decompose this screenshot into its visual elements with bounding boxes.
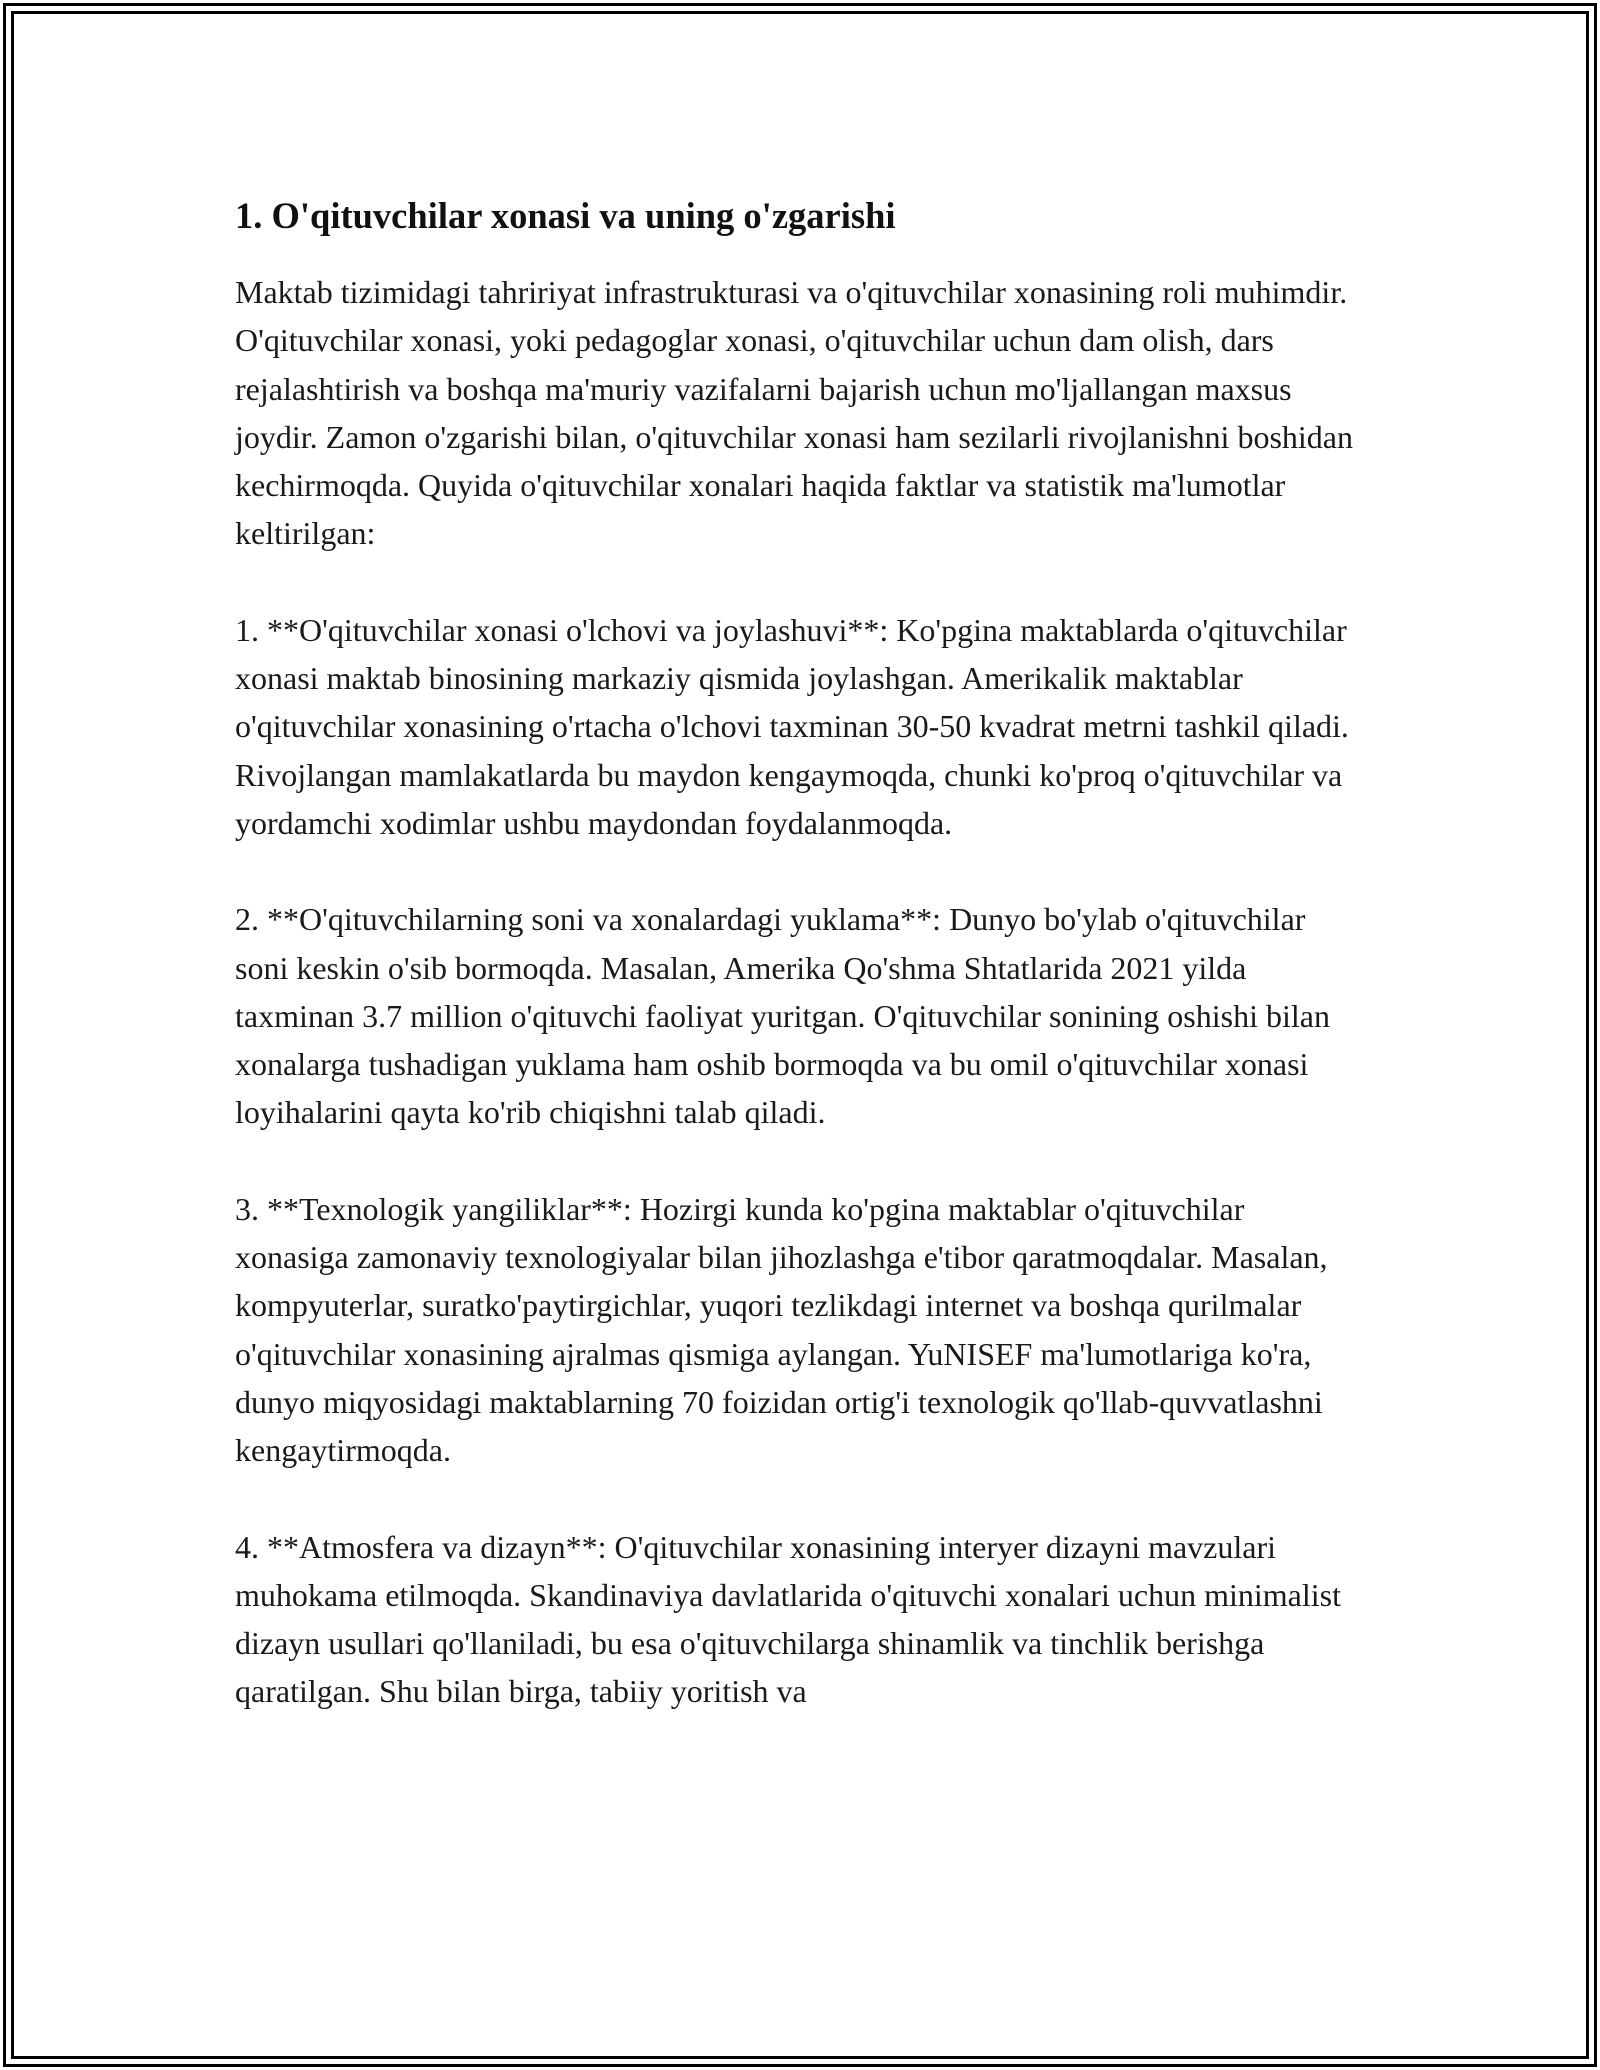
paragraph-teacher-count: 2. **O'qituvchilarning soni va xonalardagi yuklama**: Dunyo bo'ylab o'qituvchilar soni keskin o'sib bormoqda. Masalan, Amerika Qo'shma Shtatlarida 2021 yilda taxminan 3.7 million o'qituvchi faoliyat yuritgan. O'qituvchilar sonining oshishi bilan xonalarga tushadigan yuklama ham oshib bormoqda va bu omil o'qituvchilar xonasi loyihalarini qayta ko'rib chiqishni talab qiladi.: [235, 901, 1330, 1131]
section-heading: 1. O'qituvchilar xonasi va uning o'zgarishi: [235, 195, 896, 236]
paragraph-atmosphere-design: 4. **Atmosfera va dizayn**: O'qituvchilar xonasining interyer dizayni mavzulari muhokama etilmoqda. Skandinaviya davlatlarida o'qituvchi xonalari uchun minimalist dizayn usullari qo'llaniladi, bu esa o'qituvchilarga shinamlik va tinchlik berishga qaratilgan. Shu bilan birga, tabiiy yoritish va: [235, 1528, 1341, 1710]
intro-paragraph: Maktab tizimidagi tahririyat infrastrukturasi va o'qituvchilar xonasining roli muhimdir. O'qituvchilar xonasi, yoki pedagoglar xonasi, o'qituvchilar uchun dam olish, dars rejalashtirish va boshqa ma'muriy vazifalarni bajarish uchun mo'ljallangan maxsus joydir. Zamon o'zgarishi bilan, o'qituvchilar xonasi ham sezilarli rivojlanishni boshidan kechirmoqda. Quyida o'qituvchilar xonalari haqida faktlar va statistik ma'lumotlar keltirilgan:: [235, 274, 1353, 552]
paragraph-technology: 3. **Texnologik yangiliklar**: Hozirgi kunda ko'pgina maktablar o'qituvchilar xonasiga zamonaviy texnologiyalar bilan jihozlashga e'tibor qaratmoqdalar. Masalan, kompyuterlar, suratko'paytirgichlar, yuqori tezlikdagi internet va boshqa qurilmalar o'qituvchilar xonasining ajralmas qismiga aylangan. YuNISEF ma'lumotlariga ko'ra, dunyo miqyosidagi maktablarning 70 foizidan ortig'i texnologik qo'llab-quvvatlashni kengaytirmoqda.: [235, 1190, 1328, 1469]
paragraph-size-location: 1. **O'qituvchilar xonasi o'lchovi va joylashuvi**: Ko'pgina maktablarda o'qituvchilar xonasi maktab binosining markaziy qismida joylashgan. Amerikalik maktablar o'qituvchilar xonasining o'rtacha o'lchovi taxminan 30-50 kvadrat metrni tashkil qiladi. Rivojlangan mamlakatlarda bu maydon kengaymoqda, chunki ko'proq o'qituvchilar va yordamchi xodimlar ushbu maydondan foydalanmoqda.: [235, 611, 1349, 841]
document-body: [235, 190, 1365, 1764]
